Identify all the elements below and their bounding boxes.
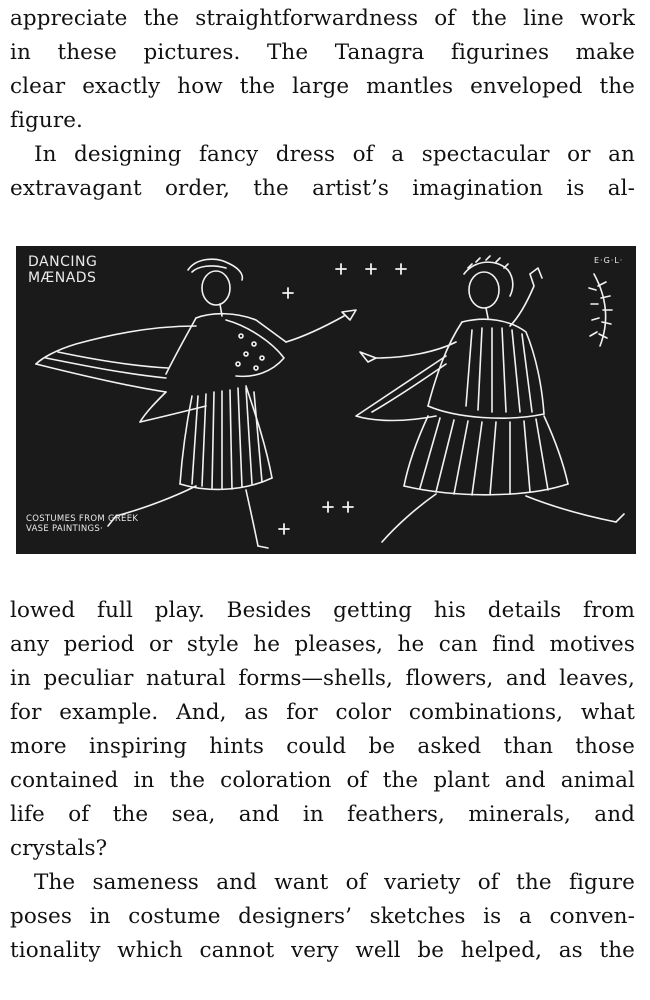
figure-credit-line: COSTUMES FROM GREEK — [26, 514, 139, 524]
text-line: in these pictures. The Tanagra figurines make — [10, 40, 635, 65]
text-line: In designing fancy dress of a spectacular or an — [34, 142, 635, 167]
artist-monogram: E·G·L· — [594, 256, 624, 265]
maenads-drawing — [16, 246, 636, 554]
text-line: more inspiring hints could be asked than those — [10, 734, 635, 759]
paragraph-block-top — [10, 2, 635, 206]
text-line: crystals? — [10, 836, 108, 861]
text-line: poses in costume designers’ sketches is a conven- — [10, 904, 635, 929]
text-line: The sameness and want of variety of the figure — [34, 870, 635, 895]
text-line: lowed full play. Besides getting his details from — [10, 598, 635, 623]
text-line: extravagant order, the artist’s imagination is al- — [10, 176, 635, 201]
text-line: clear exactly how the large mantles enveloped the — [10, 74, 635, 99]
text-line: life of the sea, and in feathers, minerals, and — [10, 802, 635, 827]
text-line: in peculiar natural forms—shells, flowers, and leaves, — [10, 666, 635, 691]
figure-credit-line: VASE PAINTINGS· — [26, 524, 104, 534]
text-line: figure. — [10, 108, 83, 133]
figure-title — [28, 254, 97, 286]
text-line: tionality which cannot very well be helped, as the — [10, 938, 635, 963]
text-line: any period or style he pleases, he can find motives — [10, 632, 635, 657]
paragraph-block-bottom — [10, 594, 635, 968]
figure-title-line: DANCING — [28, 254, 98, 270]
figure-title-line: MÆNADS — [28, 270, 97, 286]
text-line: for example. And, as for color combinations, what — [10, 700, 635, 725]
illustration-dancing-maenads — [16, 246, 636, 554]
text-line: appreciate the straightforwardness of the line work — [10, 6, 635, 31]
figure-credit — [26, 514, 138, 534]
text-line: contained in the coloration of the plant and animal — [10, 768, 635, 793]
